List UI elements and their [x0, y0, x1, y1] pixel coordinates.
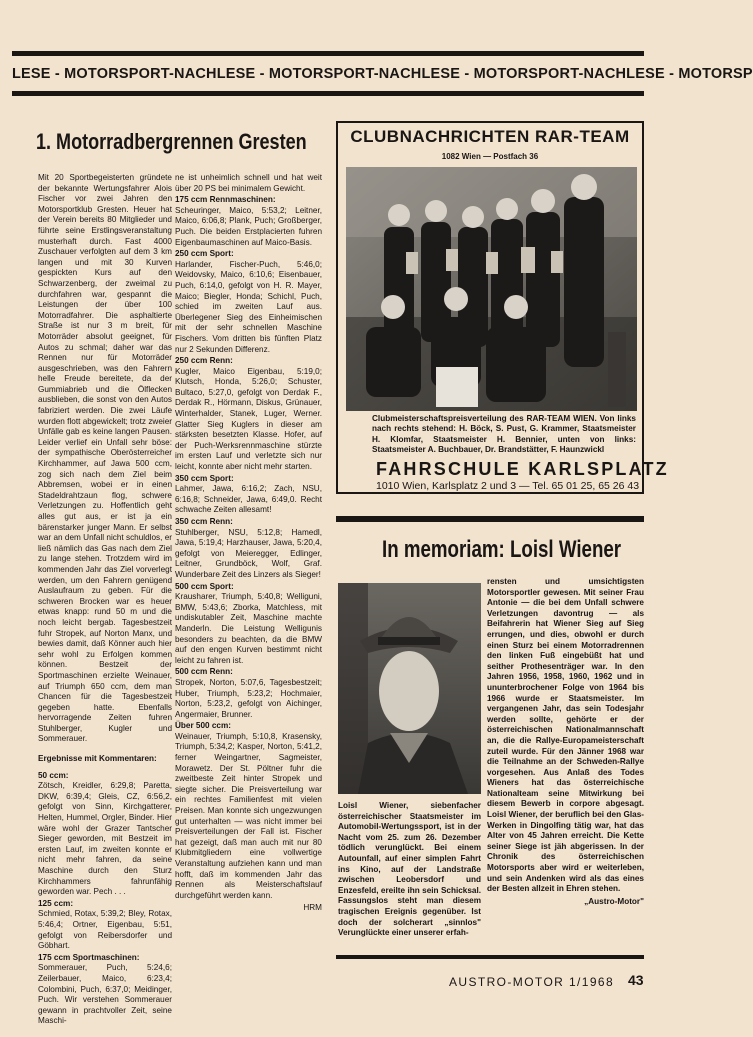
class-results: Scheuringer, Maico, 5:53,2; Leitner, Maico, 6:06,8; Plank, Puch; Großberger, Puch. Die beiden Erstplacierten fuhren Eigenbaumaschinen auf Maico-Basis.	[175, 205, 322, 247]
gresten-title: 1. Motorradbergrennen Gresten	[36, 129, 307, 154]
class-heading: 500 ccm Sport:	[175, 581, 234, 591]
class-results: Zötsch, Kreidler, 6:29,8; Paretta, DKW, 6:39,4; Gleis, CZ, 6:56,2, gefolgt von Sinn, Kirchgatterer, Helten, Hummel, Orgler, Binder. Hier wäre wohl der Grazer Tantscher Sieger geworden, mit Bestzeit im ersten Lauf, im zweiten konnte er nicht mehr fahren, da seine Maschine durch den Sturz Kirchhammers fahrunfähig geworden war. Pech . . .	[38, 781, 172, 897]
class-results: Stropek, Norton, 5:07,6, Tagesbestzeit; Huber, Triumph, 5:23,2; Hochmaier, Norton, 5:23,2, gefolgt von Aichinger, Angermaier, Brunner.	[175, 677, 322, 719]
class-heading: 250 ccm Renn:	[175, 356, 233, 366]
class-heading: 50 ccm:	[38, 770, 69, 780]
club-address: 1082 Wien — Postfach 36	[441, 152, 539, 161]
class-results: Sommerauer, Puch, 5:24,6; Zeilerbauer, Maico, 6:23,4; Colombini, Puch, 6:37,0; Meidinger, Puch. Wir verstehen Sommerauer gewann in prachtvoller Zeit, seine Maschi-	[38, 963, 172, 1026]
memoriam-body: rensten und umsichtigsten Motorsportler gewesen. Mit seiner Frau Antonie — die bei dem Unfall schwere Verletzungen davontrug — als Beifahrerin hat Wiener Sieg auf Sieg errungen, und dies, obwohl er durch einen Sturz bei einem Motorradrennen den linken Fuß eingebüßt hat und seither Prothesenträger war. In den Jahren 1956, 1958, 1960, 1962 und in ununterbrochener Folge von 1964 bis 1966 wurde er Staatsmeister. Im vergangenen Jahr, das sein Todesjahr werden sollte, gehörte er der österreichischen Nationalmannschaft an, die die Rallye-Europameisterschaft zuteil wurde. Für den Jänner 1968 war die Teilnahme an der Schweden-Rallye vorgesehen. Aus Anlaß des Todes Wieners hat das österreichische Nationalteam seine Mitwirkung bei diesem Bewerb in corpore abgesagt. Loisl Wiener, der beruflich bei den Glas-Werken in Dingolfing tätig war, hat das Alter von 45 Jahren erreicht. Die Kette seiner Siege ist jäh abgerissen. In der Chronik des österreichischen Motorsports aber wird er weiterleben, und sein Andenken wird als das eines der Besten allzeit in Ehren stehen.	[487, 577, 644, 894]
class-heading: 125 ccm:	[38, 898, 74, 908]
class-results: Lahmer, Jawa, 6:16,2; Zach, NSU, 6:16,8; Schneider, Jawa, 6:49,0. Recht schwache Zeiten allesamt!	[175, 484, 322, 515]
class-results: Schmied, Rotax, 5:39,2; Bley, Rotax, 5:46,4; Ortner, Eigenbau, 5:51, gefolgt von Reibersdorfer und Göbhart.	[38, 909, 172, 951]
class-heading: 175 ccm Sportmaschinen:	[38, 952, 140, 962]
gresten-column-1	[38, 173, 172, 1026]
article-signature: HRM	[303, 903, 322, 913]
gresten-column-2	[175, 173, 322, 985]
header-band: LESE - MOTORSPORT-NACHLESE - MOTORSPORT-NACHLESE - MOTORSPORT-NACHLESE - MOTORSP	[12, 66, 753, 82]
advert-name: FAHRSCHULE KARLSPLATZ	[376, 459, 669, 479]
memoriam-title: In memoriam: Loisl Wiener	[382, 536, 622, 563]
club-group-photo	[346, 167, 637, 411]
page-number: 43	[628, 972, 644, 988]
class-heading: 175 ccm Rennmaschinen:	[175, 195, 276, 205]
top-rule	[12, 51, 644, 56]
class-heading: 350 ccm Renn:	[175, 517, 233, 526]
gresten-intro: Mit 20 Sportbegeisterten gründete der bekannte Wertungsfahrer Alois Fischer vor zwei Jahren den Motorsportklub Gresten. Heuer hat der Verein bereits 80 Mitglieder und führte seine Erstlingsveranstaltung musterhaft durch. Fast 4000 Zuschauer verfolgten auf dem 3 km langen und mit 30 Kurven gespickten Kurs auf den Schwarzenberg, der zweimal zu durchfahren war, gespannt die Leistungen der über 100 Motorradfahrer. Die asphaltierte Straße ist nur 3 m breit, für Motorräder absolut geeignet, für Autos zu schmal; daher war das Rennen nur für Motorräder ausgeschrieben, was den Fahrern helle Freude bereitete, da der Gummiabrieb und die Ölflecken ausblieben, die sonst von den Autos fabriziert werden. Die zwei Läufe wurden flott abgewickelt; trotz zweier Unfälle gab es keine langen Pausen. Leider verlief ein Unfall sehr böse: der sympathische Oberösterreicher Kirchhammer, auf Jawa 500 ccm, zog sich nach dem Ziel beim Abbremsen, wobei er in einen Stadeldrahtzaun flog, schwere Verletzungen zu. Hoffentlich geht alles gut aus, er ist ja ein bärenstarker junger Mann. Er selbst war an dem Unfall nicht schuldlos, er ließ nämlich das Gas nach dem Ziel zu lange stehen. Trotzdem wird im kommenden Jahr das Ziel vorverlegt werden, um den Fahrern genügend Auslaufraum zu geben. Für die schweren Brocken war es heuer etwas knapp: rund 50 m und die noch leicht bergab. Tagesbestzeit fuhr Stropek, auf Norton Manx, und bewies damit, daß Könner auch hier sehr wohl zu Erfolgen kommen können. Bestzeit der Sportmaschinen erzielte Weinauer, auf Triumph 650 ccm, dem man Chancen für die Tagesbestzeit gegeben hatte. Ebenfalls hervorragende Zeiten fuhren Stuhlberger, Kugler und Sommerauer.	[38, 173, 172, 744]
class-heading: Über 500 ccm:	[175, 721, 231, 731]
header-rule	[12, 91, 644, 96]
class-results: Harlander, Fischer-Puch, 5:46,0; Weidovsky, Maico, 6:10,6; Eisenbauer, Puch, 6:14,0, gefolgt von H. R. Mayer, Maico; Biegler, Honda; Schichl, Puch, schied im zweiten Lauf aus. Überlegener Sieg des Einheimischen mit der sehr schnellen Maschine Fischers. Vom dritten bis fünften Platz nur 2 Sekunden Differenz.	[175, 259, 322, 354]
class-results: Weinauer, Triumph, 5:10,8, Krasensky, Triumph, 5:34,2; Kasper, Norton, 5:41,2, ferner Weingartner, Sagmeister, Morawetz. Der St. Pöltner fuhr die zweitbeste Zeit hinter Stropek und siegte sicher. Die Preisverteilung war ein rechtes Familienfest mit vielen Preisen. Man konnte sich ungezwungen gut unterhalten — was nicht immer bei Preisverteilungen der Fall ist. Fischer hat gezeigt, daß man auch mit nur 80 Klubmitgliedern eine vollwertige Veranstaltung aufziehen kann und man hofft, daß im kommenden Jahr das Rennen als Meisterschaftslauf durchgeführt werden kann.	[175, 731, 322, 900]
portrait-photo	[338, 583, 481, 794]
club-news-box	[336, 121, 669, 494]
bottom-rule	[336, 955, 644, 959]
class-results: Krausharer, Triumph, 5:40,8; Welliguni, BMW, 5:43,6; Zborka, Matchless, mit undiskutabler Zeit, Maschine machte Manderln. Die Leistung Welligunis besonders zu beachten, da die BMW auf den engen Kurven bestimmt nicht leicht zu fahren ist.	[175, 592, 322, 665]
class-heading: 250 ccm Sport:	[175, 249, 234, 259]
publication-footer: AUSTRO-MOTOR 1/1968	[449, 975, 615, 989]
class-heading: 500 ccm Renn:	[175, 667, 233, 677]
class-results: Stuhlberger, NSU, 5:12,8; Hamedl, Jawa, 5:19,4; Harzhauser, Jawa, 5:20,4, gefolgt von Meieregger, Edlinger, Leitner, Grundböck, Wolf, Graf. Wunderbare Zeit des Linzers als Sieger!	[175, 527, 322, 579]
club-photo-caption: Clubmeisterschaftspreisverteilung des RAR-TEAM WIEN. Von links nach rechts stehend: H. Böck, S. Pust, G. Krammer, Staatsmeister H. Klomfar, Staatsmeister H. Bennier, unten von links: Staatsmeister A. Buchbauer, Dr. Brandstätter, F. Haunzwickl	[372, 414, 636, 455]
column-continuation: ne ist unheimlich schnell und hat weit über 20 PS bei minimalem Gewicht.	[175, 173, 322, 193]
memoriam-signature: „Austro-Motor"	[584, 896, 644, 906]
club-news-title: CLUBNACHRICHTEN RAR-TEAM	[350, 127, 630, 146]
memoriam-rule	[336, 516, 644, 522]
memoriam-caption: Loisl Wiener, siebenfacher österreichischer Staatsmeister im Automobil-Wertungssport, ist in der Nacht vom 25. zum 26. Dezember tödlich verunglückt. Bei einem Autounfall, auf einer simplen Fahrt ins Kino, auf der Landstraße zwischen Leobersdorf und Enzesfeld, ereilte ihn sein Schicksal. Fassungslos steht man diesem tragischen Ereignis gegenüber. Ist doch der solcherart „sinnlos" Verunglückte einer unserer erfah-	[338, 801, 481, 938]
results-heading: Ergebnisse mit Kommentaren:	[38, 754, 157, 764]
class-results: Kugler, Maico Eigenbau, 5:19,0; Klutsch, Honda, 5:26,0; Schuster, Bultaco, 5:27,0, gefolgt von Derdak F., Derdak R., Hörmann, Diskus, Grünauer, Winterhalder, Stanek, Luger, Werner. Glatter Sieg Kuglers in dieser am stärksten besetzten Klasse. Hofer, auf der Puch-Werksrennmaschine stürzte im ersten Lauf und verletzte sich nur leicht, konnte aber nicht mehr starten.	[175, 366, 322, 472]
class-heading: 350 ccm Sport:	[175, 473, 234, 483]
memoriam-text	[487, 577, 644, 916]
advert-address: 1010 Wien, Karlsplatz 2 und 3 — Tel. 65 01 25, 65 26 43	[376, 480, 640, 492]
